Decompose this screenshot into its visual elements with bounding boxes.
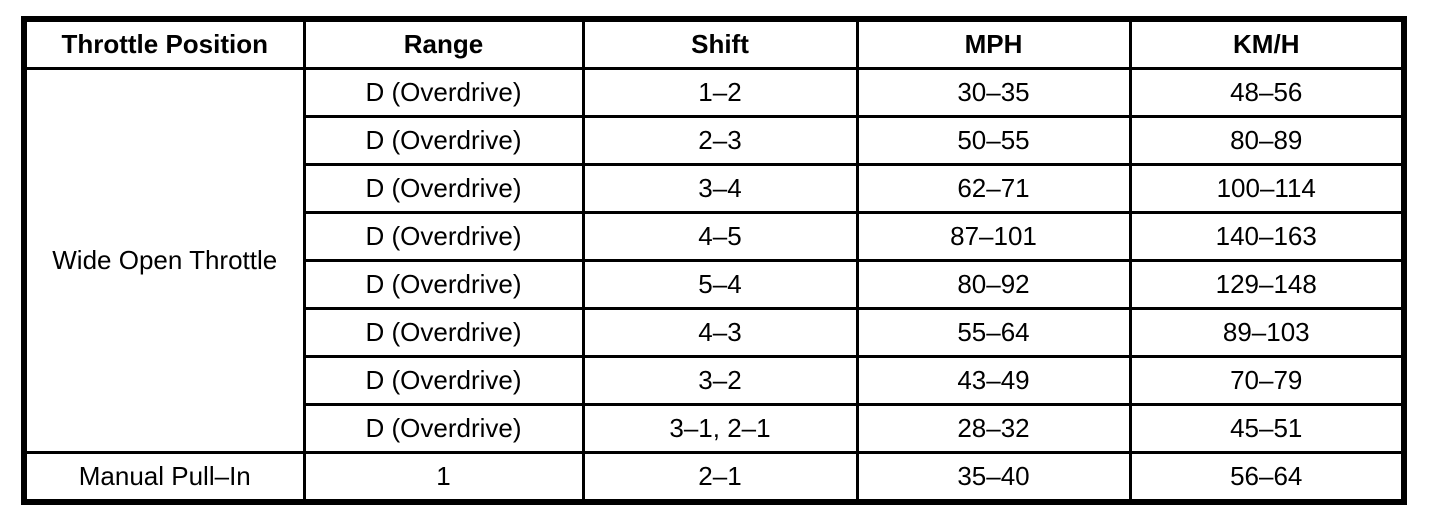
cell-shift: 1–2 — [583, 69, 857, 117]
column-header-mph: MPH — [857, 19, 1130, 69]
cell-shift: 2–1 — [583, 453, 857, 503]
column-header-throttle-position: Throttle Position — [24, 19, 304, 69]
cell-range: 1 — [304, 453, 583, 503]
cell-kmh: 129–148 — [1130, 261, 1404, 309]
table-row — [24, 453, 1404, 503]
cell-shift: 3–4 — [583, 165, 857, 213]
cell-shift: 4–3 — [583, 309, 857, 357]
throttle-position-group-label: Manual Pull–In — [24, 453, 304, 503]
cell-mph: 62–71 — [857, 165, 1130, 213]
cell-mph: 28–32 — [857, 405, 1130, 453]
cell-mph: 87–101 — [857, 213, 1130, 261]
cell-range: D (Overdrive) — [304, 261, 583, 309]
header-row — [24, 19, 1404, 69]
throttle-position-group-label: Wide Open Throttle — [24, 69, 304, 453]
cell-mph: 80–92 — [857, 261, 1130, 309]
cell-range: D (Overdrive) — [304, 213, 583, 261]
cell-shift: 4–5 — [583, 213, 857, 261]
cell-range: D (Overdrive) — [304, 165, 583, 213]
cell-kmh: 56–64 — [1130, 453, 1404, 503]
column-header-shift: Shift — [583, 19, 857, 69]
cell-mph: 50–55 — [857, 117, 1130, 165]
table-row — [24, 69, 1404, 117]
cell-mph: 30–35 — [857, 69, 1130, 117]
cell-mph: 55–64 — [857, 309, 1130, 357]
cell-kmh: 70–79 — [1130, 357, 1404, 405]
cell-kmh: 140–163 — [1130, 213, 1404, 261]
cell-shift: 5–4 — [583, 261, 857, 309]
cell-mph: 35–40 — [857, 453, 1130, 503]
cell-kmh: 48–56 — [1130, 69, 1404, 117]
cell-shift: 3–1, 2–1 — [583, 405, 857, 453]
cell-kmh: 100–114 — [1130, 165, 1404, 213]
cell-shift: 3–2 — [583, 357, 857, 405]
cell-range: D (Overdrive) — [304, 357, 583, 405]
cell-range: D (Overdrive) — [304, 117, 583, 165]
cell-kmh: 89–103 — [1130, 309, 1404, 357]
cell-range: D (Overdrive) — [304, 405, 583, 453]
cell-mph: 43–49 — [857, 357, 1130, 405]
column-header-range: Range — [304, 19, 583, 69]
column-header-kmh: KM/H — [1130, 19, 1404, 69]
cell-kmh: 45–51 — [1130, 405, 1404, 453]
cell-shift: 2–3 — [583, 117, 857, 165]
cell-range: D (Overdrive) — [304, 309, 583, 357]
shift-speed-table — [21, 16, 1407, 505]
cell-range: D (Overdrive) — [304, 69, 583, 117]
cell-kmh: 80–89 — [1130, 117, 1404, 165]
